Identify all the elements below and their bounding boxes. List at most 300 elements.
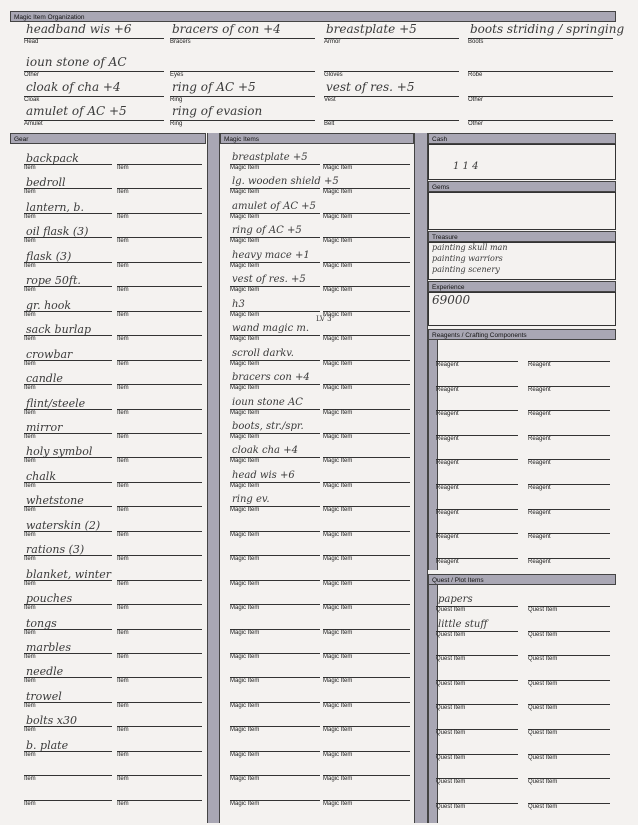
gear-item-b-4-line: [117, 262, 202, 263]
magic-item-b-16[interactable]: [323, 542, 410, 566]
magic-item-10-value: ioun stone AC: [232, 397, 303, 408]
quest-item-b-5[interactable]: [528, 716, 610, 740]
gear-item-b-14[interactable]: [117, 493, 202, 517]
gear-item-3-value: oil flask (3): [26, 225, 89, 238]
gear-item-4-value: flask (3): [26, 250, 72, 263]
reagent-a-6[interactable]: [436, 496, 518, 520]
magic-item-0[interactable]: [230, 151, 320, 175]
gear-item-17[interactable]: [24, 567, 112, 591]
gear-item-b-15-line: [117, 531, 202, 532]
gear-item-b-24[interactable]: [117, 738, 202, 762]
org-slot-13[interactable]: [170, 104, 315, 131]
quest-item-a-1-label: Quest Item: [436, 632, 466, 638]
reagent-b-8-label: Reagent: [528, 559, 551, 565]
gear-item-3[interactable]: [24, 224, 112, 248]
magic-item-20[interactable]: [230, 640, 320, 664]
magic-item-b-10[interactable]: [323, 396, 410, 420]
quest-item-a-7[interactable]: [436, 765, 518, 789]
gear-item-19[interactable]: [24, 616, 112, 640]
level-note: LV 3: [316, 315, 332, 323]
org-slot-9-line: [170, 96, 315, 97]
gear-item-4[interactable]: [24, 249, 112, 273]
reagent-b-4[interactable]: [528, 446, 610, 470]
gems-box[interactable]: [428, 192, 616, 230]
gear-item-b-3[interactable]: [117, 224, 202, 248]
magic-item-b-8-label: Magic Item: [323, 361, 353, 367]
gear-item-23[interactable]: [24, 713, 112, 737]
gear-item-b-21-label: Item: [117, 678, 129, 684]
magic-item-b-23[interactable]: [323, 713, 410, 737]
magic-item-4-value: heavy mace +1: [232, 250, 310, 261]
reagent-a-7[interactable]: [436, 520, 518, 544]
magic-item-b-19[interactable]: [323, 616, 410, 640]
gear-item-10-label: Item: [24, 410, 36, 416]
org-slot-2[interactable]: [324, 22, 459, 49]
gear-item-b-20[interactable]: [117, 640, 202, 664]
quest-item-b-8[interactable]: [528, 790, 610, 814]
magic-item-23[interactable]: [230, 713, 320, 737]
reagent-a-6-label: Reagent: [436, 510, 459, 516]
magic-item-b-7[interactable]: [323, 322, 410, 346]
treasure-line-2: painting warriors: [432, 254, 503, 263]
gear-item-b-9-line: [117, 384, 202, 385]
quest-item-a-0[interactable]: [436, 593, 518, 617]
gear-item-b-1[interactable]: [117, 175, 202, 199]
gear-item-b-4[interactable]: [117, 249, 202, 273]
magic-item-b-0[interactable]: [323, 151, 410, 175]
gear-item-3-label: Item: [24, 238, 36, 244]
reagent-a-7-label: Reagent: [436, 534, 459, 540]
gear-item-b-20-label: Item: [117, 654, 129, 660]
gear-item-13-line: [24, 482, 112, 483]
magic-item-3-value: ring of AC +5: [232, 225, 302, 236]
gear-item-b-25[interactable]: [117, 762, 202, 786]
magic-item-b-17[interactable]: [323, 567, 410, 591]
inventory-sheet: [10, 3, 625, 823]
gear-item-21[interactable]: [24, 664, 112, 688]
gear-item-b-26[interactable]: [117, 787, 202, 811]
reagent-b-7[interactable]: [528, 520, 610, 544]
org-slot-3[interactable]: [468, 22, 625, 49]
reagent-b-0[interactable]: [528, 348, 610, 372]
magic-item-b-2[interactable]: [323, 200, 410, 224]
org-slot-8-label: Cloak: [24, 97, 40, 103]
quest-item-b-3-label: Quest Item: [528, 681, 558, 687]
gear-item-7[interactable]: [24, 322, 112, 346]
magic-item-6-value: h3: [232, 299, 245, 310]
gear-item-b-12-line: [117, 457, 202, 458]
gear-item-5[interactable]: [24, 273, 112, 297]
magic-item-12-label: Magic Item: [230, 458, 260, 464]
gear-item-2-line: [24, 213, 112, 214]
org-slot-0-line: [24, 38, 164, 39]
quest-item-b-3[interactable]: [528, 667, 610, 691]
quest-item-b-2-label: Quest Item: [528, 656, 558, 662]
quest-item-b-0[interactable]: [528, 593, 610, 617]
magic-item-7[interactable]: [230, 322, 320, 346]
gear-item-23-value: bolts x30: [26, 714, 77, 727]
gear-item-b-1-label: Item: [117, 189, 129, 195]
magic-item-b-5[interactable]: [323, 273, 410, 297]
magic-item-7-label: Magic Item: [230, 336, 260, 342]
gear-item-26[interactable]: [24, 787, 112, 811]
gear-item-0-line: [24, 164, 112, 165]
gear-item-b-10-line: [117, 409, 202, 410]
gear-item-24[interactable]: [24, 738, 112, 762]
reagent-a-2-label: Reagent: [436, 411, 459, 417]
magic-item-b-6[interactable]: [323, 298, 410, 322]
gear-item-13[interactable]: [24, 469, 112, 493]
gear-item-19-value: tongs: [26, 617, 57, 630]
gear-item-b-25-line: [117, 775, 202, 776]
reagent-b-2-label: Reagent: [528, 411, 551, 417]
gear-item-b-16[interactable]: [117, 542, 202, 566]
gear-item-15-line: [24, 531, 112, 532]
magic-item-b-13[interactable]: [323, 469, 410, 493]
magic-item-b-4-label: Magic Item: [323, 263, 353, 269]
magic-item-24-label: Magic Item: [230, 752, 260, 758]
gear-item-8-label: Item: [24, 361, 36, 367]
org-slot-0-label: Head: [24, 39, 39, 45]
reagent-a-3-label: Reagent: [436, 436, 459, 442]
magic-item-21[interactable]: [230, 664, 320, 688]
magic-item-14-label: Magic Item: [230, 507, 260, 513]
gear-item-b-21-line: [117, 677, 202, 678]
gear-item-5-value: rope 50ft.: [26, 274, 81, 287]
magic-item-25[interactable]: [230, 762, 320, 786]
gear-item-b-10[interactable]: [117, 396, 202, 420]
org-slot-7-label: Robe: [468, 72, 483, 78]
cash-value: 1 1 4: [453, 161, 479, 172]
magic-item-16[interactable]: [230, 542, 320, 566]
magic-item-b-19-label: Magic Item: [323, 630, 353, 636]
magic-item-13[interactable]: [230, 469, 320, 493]
gear-item-21-value: needle: [26, 665, 64, 678]
org-slot-12-line: [24, 120, 164, 121]
gear-item-11[interactable]: [24, 420, 112, 444]
gear-item-5-line: [24, 286, 112, 287]
reagent-a-8[interactable]: [436, 545, 518, 569]
magic-item-b-25[interactable]: [323, 762, 410, 786]
magic-item-3[interactable]: [230, 224, 320, 248]
magic-item-b-9[interactable]: [323, 371, 410, 395]
org-slot-4[interactable]: [24, 55, 164, 82]
quest-item-a-0-value: papers: [438, 594, 473, 605]
org-slot-6[interactable]: [324, 58, 459, 82]
gear-item-16[interactable]: [24, 542, 112, 566]
gear-item-12-line: [24, 457, 112, 458]
reagent-a-2[interactable]: [436, 397, 518, 421]
magic-item-b-14[interactable]: [323, 493, 410, 517]
gear-item-16-label: Item: [24, 556, 36, 562]
gear-item-b-18-label: Item: [117, 605, 129, 611]
gear-item-b-6-label: Item: [117, 312, 129, 318]
gear-item-b-3-line: [117, 237, 202, 238]
gear-item-1-label: Item: [24, 189, 36, 195]
org-slot-1[interactable]: [170, 22, 315, 49]
gear-item-5-label: Item: [24, 287, 36, 293]
org-slot-15[interactable]: [468, 107, 613, 131]
reagent-a-0-label: Reagent: [436, 362, 459, 368]
magic-item-b-7-label: Magic Item: [323, 336, 353, 342]
org-slot-13-label: Ring: [170, 121, 183, 127]
org-slot-3-label: Boots: [468, 39, 484, 45]
magic-item-6-label: Magic Item: [230, 312, 260, 318]
gear-item-18-label: Item: [24, 605, 36, 611]
reagent-b-3-label: Reagent: [528, 436, 551, 442]
org-slot-11[interactable]: [468, 83, 613, 107]
magic-item-8-label: Magic Item: [230, 361, 260, 367]
magic-item-9[interactable]: [230, 371, 320, 395]
org-slot-8-line: [24, 96, 164, 97]
gear-item-9[interactable]: [24, 371, 112, 395]
gear-item-b-13-label: Item: [117, 483, 129, 489]
gear-item-b-12[interactable]: [117, 444, 202, 468]
magic-item-19[interactable]: [230, 616, 320, 640]
magic-item-22[interactable]: [230, 689, 320, 713]
quest-item-b-6[interactable]: [528, 741, 610, 765]
org-slot-1-line: [170, 38, 315, 39]
gear-item-18[interactable]: [24, 591, 112, 615]
gear-item-b-24-label: Item: [117, 752, 129, 758]
gear-item-b-17[interactable]: [117, 567, 202, 591]
magic-item-10-label: Magic Item: [230, 410, 260, 416]
magic-item-5[interactable]: [230, 273, 320, 297]
gear-item-b-6[interactable]: [117, 298, 202, 322]
magic-item-0-label: Magic Item: [230, 165, 260, 171]
org-slot-12[interactable]: [24, 104, 164, 131]
magic-item-14[interactable]: [230, 493, 320, 517]
magic-item-b-21[interactable]: [323, 664, 410, 688]
gear-item-b-5-label: Item: [117, 287, 129, 293]
quest-item-b-2[interactable]: [528, 642, 610, 666]
reagent-a-1[interactable]: [436, 373, 518, 397]
gear-item-15-value: waterskin (2): [26, 519, 101, 532]
gear-item-22[interactable]: [24, 689, 112, 713]
gear-item-b-16-label: Item: [117, 556, 129, 562]
quest-item-b-4[interactable]: [528, 691, 610, 715]
magic-item-0-value: breastplate +5: [232, 152, 308, 163]
gear-item-9-line: [24, 384, 112, 385]
magic-item-11-label: Magic Item: [230, 434, 260, 440]
gear-item-b-26-line: [117, 800, 202, 801]
gear-item-b-14-label: Item: [117, 507, 129, 513]
magic-item-b-1[interactable]: [323, 175, 410, 199]
magic-item-2[interactable]: [230, 200, 320, 224]
gear-item-11-label: Item: [24, 434, 36, 440]
gear-item-6-line: [24, 311, 112, 312]
gear-item-14[interactable]: [24, 493, 112, 517]
gear-item-12[interactable]: [24, 444, 112, 468]
magic-item-12[interactable]: [230, 444, 320, 468]
magic-item-1-value: lg. wooden shield +5: [232, 176, 339, 187]
gear-item-b-8-line: [117, 360, 202, 361]
gear-item-6-label: Item: [24, 312, 36, 318]
gear-item-1[interactable]: [24, 175, 112, 199]
gear-item-b-17-label: Item: [117, 581, 129, 587]
reagent-b-2[interactable]: [528, 397, 610, 421]
org-slot-9-label: Ring: [170, 97, 183, 103]
gear-item-20[interactable]: [24, 640, 112, 664]
magic-item-b-14-label: Magic Item: [323, 507, 353, 513]
magic-item-11[interactable]: [230, 420, 320, 444]
gear-item-6[interactable]: [24, 298, 112, 322]
gear-item-3-line: [24, 237, 112, 238]
gear-item-b-12-label: Item: [117, 458, 129, 464]
magic-item-16-label: Magic Item: [230, 556, 260, 562]
gear-item-15[interactable]: [24, 518, 112, 542]
magic-org-header: Magic Item Organization: [10, 11, 616, 22]
gear-item-b-19[interactable]: [117, 616, 202, 640]
gear-item-10[interactable]: [24, 396, 112, 420]
magic-item-8[interactable]: [230, 347, 320, 371]
gear-item-21-label: Item: [24, 678, 36, 684]
gear-item-b-21[interactable]: [117, 664, 202, 688]
gear-item-b-24-line: [117, 751, 202, 752]
gear-item-b-15-label: Item: [117, 532, 129, 538]
gear-item-17-label: Item: [24, 581, 36, 587]
gear-item-9-label: Item: [24, 385, 36, 391]
gear-item-b-3-label: Item: [117, 238, 129, 244]
gear-item-b-15[interactable]: [117, 518, 202, 542]
reagent-b-1[interactable]: [528, 373, 610, 397]
magic-item-b-3[interactable]: [323, 224, 410, 248]
org-slot-14[interactable]: [324, 107, 459, 131]
magic-item-7-value: wand magic m.: [232, 323, 310, 334]
gear-item-b-23-line: [117, 726, 202, 727]
magic-item-b-23-label: Magic Item: [323, 727, 353, 733]
gear-item-b-0[interactable]: [117, 151, 202, 175]
gear-item-b-8[interactable]: [117, 347, 202, 371]
gear-item-b-5-line: [117, 286, 202, 287]
org-slot-12-value: amulet of AC +5: [26, 104, 127, 118]
magic-item-b-26[interactable]: [323, 787, 410, 811]
org-slot-10[interactable]: [324, 80, 459, 107]
gear-item-8-value: crowbar: [26, 348, 73, 361]
magic-item-b-1-label: Magic Item: [323, 189, 353, 195]
magic-item-b-22[interactable]: [323, 689, 410, 713]
reagent-b-3[interactable]: [528, 422, 610, 446]
gear-item-10-value: flint/steele: [26, 397, 86, 410]
gear-item-b-22[interactable]: [117, 689, 202, 713]
gear-item-b-2[interactable]: [117, 200, 202, 224]
gear-item-12-value: holy symbol: [26, 445, 93, 458]
quest-item-a-5[interactable]: [436, 716, 518, 740]
org-slot-7[interactable]: [468, 58, 613, 82]
gear-item-b-5[interactable]: [117, 273, 202, 297]
magic-item-12-value: cloak cha +4: [232, 445, 298, 456]
quest-item-a-1[interactable]: [436, 618, 518, 642]
magic-item-26[interactable]: [230, 787, 320, 811]
magic-item-24[interactable]: [230, 738, 320, 762]
gear-item-16-value: rations (3): [26, 543, 85, 556]
reagent-a-0[interactable]: [436, 348, 518, 372]
magic-item-13-label: Magic Item: [230, 483, 260, 489]
quest-item-a-6[interactable]: [436, 741, 518, 765]
reagent-a-3[interactable]: [436, 422, 518, 446]
gear-item-b-20-line: [117, 653, 202, 654]
magic-item-1[interactable]: [230, 175, 339, 199]
magic-item-2-label: Magic Item: [230, 214, 260, 220]
gear-item-25-line: [24, 775, 112, 776]
magic-item-15[interactable]: [230, 518, 320, 542]
gear-item-20-value: marbles: [26, 641, 71, 654]
org-slot-12-label: Amulet: [24, 121, 43, 127]
quest-item-a-3[interactable]: [436, 667, 518, 691]
reagent-b-7-label: Reagent: [528, 534, 551, 540]
magic-item-4[interactable]: [230, 249, 320, 273]
reagent-a-5[interactable]: [436, 471, 518, 495]
quest-item-a-6-label: Quest Item: [436, 755, 466, 761]
gear-item-2[interactable]: [24, 200, 112, 224]
magic-item-17[interactable]: [230, 567, 320, 591]
magic-item-b-15-label: Magic Item: [323, 532, 353, 538]
magic-item-b-18[interactable]: [323, 591, 410, 615]
reagent-b-6[interactable]: [528, 496, 610, 520]
gear-item-11-line: [24, 433, 112, 434]
org-slot-1-label: Bracers: [170, 39, 191, 45]
magic-item-6[interactable]: [230, 298, 320, 322]
gear-item-8[interactable]: [24, 347, 112, 371]
gear-item-b-11[interactable]: [117, 420, 202, 444]
org-slot-15-label: Other: [468, 121, 484, 127]
magic-item-10[interactable]: [230, 396, 320, 420]
reagent-b-5[interactable]: [528, 471, 610, 495]
magic-item-b-20[interactable]: [323, 640, 410, 664]
magic-item-18[interactable]: [230, 591, 320, 615]
gear-item-1-line: [24, 188, 112, 189]
gear-item-7-label: Item: [24, 336, 36, 342]
quest-item-a-2[interactable]: [436, 642, 518, 666]
reagent-a-4[interactable]: [436, 446, 518, 470]
gear-item-b-18-line: [117, 604, 202, 605]
quest-item-a-8[interactable]: [436, 790, 518, 814]
quest-header: Quest / Plot Items: [428, 574, 616, 585]
gear-item-b-9[interactable]: [117, 371, 202, 395]
quest-item-b-7[interactable]: [528, 765, 610, 789]
magic-item-b-13-label: Magic Item: [323, 483, 353, 489]
gear-item-b-23[interactable]: [117, 713, 202, 737]
org-slot-11-line: [468, 96, 613, 97]
gear-item-b-18[interactable]: [117, 591, 202, 615]
org-slot-11-label: Other: [468, 97, 484, 103]
magic-item-b-8[interactable]: [323, 347, 410, 371]
magic-item-8-value: scroll darkv.: [232, 348, 294, 359]
quest-item-b-1-label: Quest Item: [528, 632, 558, 638]
magic-item-b-5-label: Magic Item: [323, 287, 353, 293]
magic-item-2-value: amulet of AC +5: [232, 201, 316, 212]
quest-item-b-1[interactable]: [528, 618, 610, 642]
magic-item-22-label: Magic Item: [230, 703, 260, 709]
gear-item-b-13[interactable]: [117, 469, 202, 493]
magic-item-b-24[interactable]: [323, 738, 410, 762]
magic-item-b-11[interactable]: [323, 420, 410, 444]
gear-item-25[interactable]: [24, 762, 112, 786]
magic-item-b-12[interactable]: [323, 444, 410, 468]
magic-item-b-4[interactable]: [323, 249, 410, 273]
magic-item-4-label: Magic Item: [230, 263, 260, 269]
gear-item-b-11-line: [117, 433, 202, 434]
quest-item-a-4[interactable]: [436, 691, 518, 715]
gear-item-b-7[interactable]: [117, 322, 202, 346]
magic-item-21-label: Magic Item: [230, 678, 260, 684]
org-slot-5[interactable]: [170, 58, 315, 82]
org-slot-0[interactable]: [24, 22, 164, 49]
gear-item-0[interactable]: [24, 151, 112, 175]
magic-item-b-15[interactable]: [323, 518, 410, 542]
gear-item-18-value: pouches: [26, 592, 73, 605]
reagent-b-8[interactable]: [528, 545, 610, 569]
